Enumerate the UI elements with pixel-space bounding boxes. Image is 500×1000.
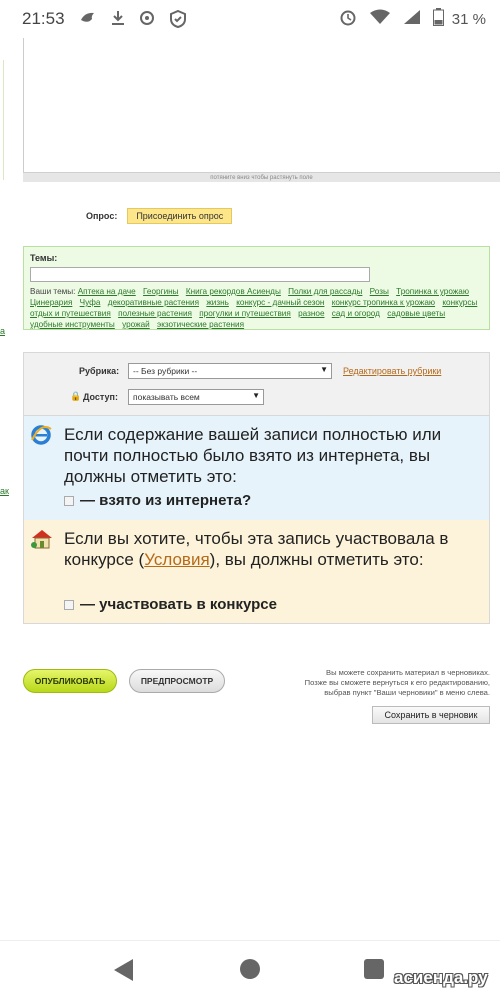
clock: 21:53 — [22, 9, 65, 28]
post-body-textarea[interactable] — [23, 38, 500, 173]
resize-handle[interactable] — [23, 172, 500, 182]
home-icon[interactable] — [240, 959, 260, 979]
download-icon — [109, 10, 127, 28]
contest-label: — участвовать в конкурсе — [80, 596, 277, 613]
draft-note — [262, 668, 490, 698]
theme-tag[interactable]: Георгины — [143, 287, 179, 296]
left-sidebar-edge — [0, 60, 4, 180]
from-internet-checkbox[interactable] — [64, 496, 74, 506]
back-icon[interactable] — [114, 959, 133, 981]
theme-tag[interactable]: конкурс тропинка к урожаю — [331, 298, 436, 307]
access-label: Доступ: — [83, 392, 118, 402]
bird-icon — [79, 10, 97, 28]
alarm-icon — [339, 8, 357, 31]
theme-tag[interactable]: прогулки и путешествия — [199, 309, 291, 318]
theme-tag[interactable]: Книга рекордов Асиенды — [185, 287, 281, 296]
theme-tag[interactable]: экзотические растения — [157, 320, 245, 329]
chat-icon — [139, 10, 157, 28]
theme-tag[interactable]: конкурсы — [442, 298, 478, 307]
rubric-label: Рубрика: — [79, 366, 120, 376]
themes-input[interactable] — [30, 267, 370, 282]
save-draft-button[interactable]: Сохранить в черновик — [372, 706, 490, 724]
theme-tag[interactable]: урожай — [122, 320, 150, 329]
poll-label: Опрос: — [86, 211, 118, 221]
contest-notice-text — [64, 528, 484, 570]
contest-checkbox-row[interactable] — [64, 596, 277, 613]
post-settings-panel — [23, 352, 490, 416]
your-themes-label: Ваши темы: — [30, 287, 76, 296]
status-bar — [0, 0, 500, 38]
rubric-select[interactable] — [128, 363, 332, 379]
theme-tag[interactable]: полезные растения — [118, 309, 192, 318]
theme-tag[interactable]: Розы — [369, 287, 389, 296]
theme-tag[interactable]: разное — [298, 309, 325, 318]
access-value: показывать всем — [133, 392, 200, 402]
draft-note-line: Вы можете сохранить материал в черновиках. — [326, 668, 490, 677]
site-watermark: асиенда.ру — [394, 968, 488, 987]
left-sidebar-link[interactable]: а — [0, 326, 6, 336]
house-icon — [30, 528, 52, 550]
theme-tag[interactable]: Тропинка к урожаю — [396, 287, 469, 296]
draft-note-line: выбрав пункт "Ваши черновики" в меню слева. — [324, 688, 490, 697]
theme-tag[interactable]: жизнь — [206, 298, 229, 307]
theme-tag[interactable]: Аптека на даче — [77, 287, 136, 296]
internet-notice-text: Если содержание вашей записи полностью или почти полностью было взято из интернета, вы должны отметить это: — [64, 425, 442, 486]
theme-tag[interactable]: сад и огород — [331, 309, 380, 318]
themes-panel — [23, 246, 490, 330]
contest-text-before: Если вы хотите, чтобы эта запись участвовала в конкурсе ( — [64, 529, 449, 569]
contest-checkbox[interactable] — [64, 600, 74, 610]
chevron-down-icon: ▼ — [252, 391, 260, 400]
wifi-icon — [369, 9, 391, 30]
signal-icon — [403, 9, 421, 30]
edit-rubrics-link[interactable]: Редактировать рубрики — [343, 366, 442, 376]
themes-list — [30, 286, 483, 330]
poll-row — [86, 208, 232, 224]
publish-button[interactable]: ОПУБЛИКОВАТЬ — [23, 669, 117, 693]
from-internet-checkbox-row[interactable] — [64, 492, 251, 509]
contest-text-after: ), вы должны отметить это: — [209, 550, 424, 569]
recent-apps-icon[interactable] — [364, 959, 384, 979]
theme-tag[interactable]: удобные инструменты — [30, 320, 115, 329]
draft-note-line: Позже вы сможете вернуться к его редактированию, — [304, 678, 490, 687]
lock-icon: 🔒 — [70, 391, 82, 401]
theme-tag[interactable]: Полки для рассады — [288, 287, 363, 296]
attach-poll-button[interactable]: Присоединить опрос — [127, 208, 232, 224]
theme-tag[interactable]: конкурс - дачный сезон — [236, 298, 325, 307]
resize-hint: потяните вниз чтобы растянуть поле — [210, 175, 313, 181]
internet-explorer-icon — [30, 424, 52, 446]
internet-source-notice — [23, 416, 490, 520]
chevron-down-icon: ▼ — [320, 365, 328, 374]
themes-title: Темы: — [30, 253, 58, 263]
preview-button[interactable]: ПРЕДПРОСМОТР — [129, 669, 225, 693]
theme-tag[interactable]: Цинерария — [30, 298, 73, 307]
theme-tag[interactable]: отдых и путешествия — [30, 309, 111, 318]
contest-notice — [23, 520, 490, 624]
from-internet-label: — взято из интернета? — [80, 492, 252, 509]
theme-tag[interactable]: Чуфа — [79, 298, 101, 307]
rubric-value: -- Без рубрики -- — [133, 366, 198, 376]
theme-tag[interactable]: декоративные растения — [107, 298, 200, 307]
battery-percent: 31 % — [451, 10, 486, 28]
shield-icon — [169, 10, 187, 28]
access-select[interactable] — [128, 389, 264, 405]
left-sidebar-link[interactable]: ак — [0, 486, 9, 496]
theme-tag[interactable]: садовые цветы — [387, 309, 446, 318]
battery-icon — [433, 8, 444, 31]
contest-conditions-link[interactable]: Условия — [144, 550, 210, 569]
